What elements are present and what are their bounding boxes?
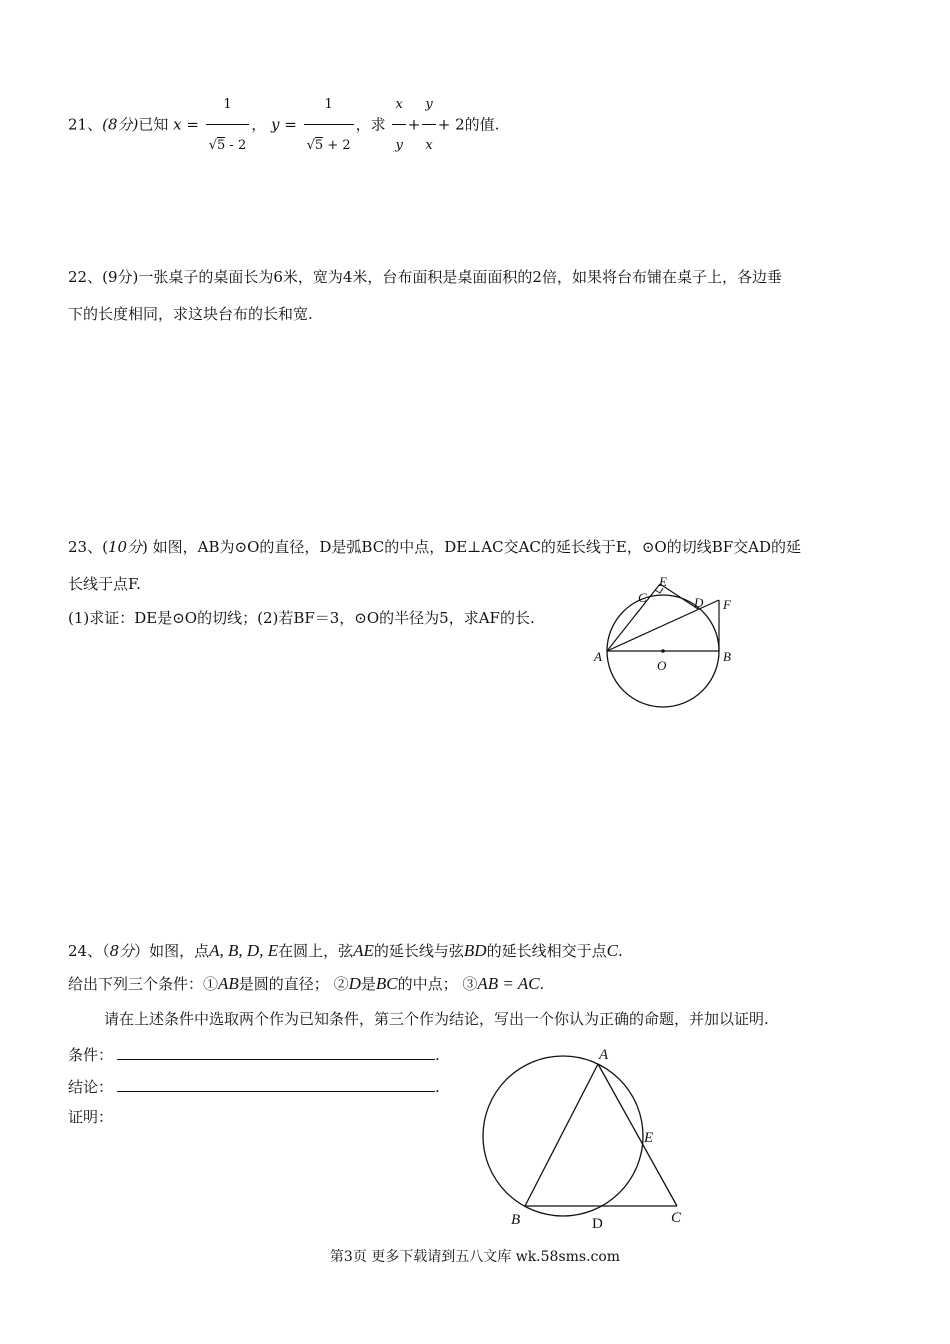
q21-y-numerator: 1 xyxy=(324,97,333,112)
q24-conclusion-label: 结论： xyxy=(68,1078,114,1096)
q21-number: 21、 xyxy=(68,115,103,134)
q24-conclusion-row xyxy=(68,1077,440,1095)
q24-text-a: ）如图，点 xyxy=(134,942,210,960)
q24-number: 24、（ xyxy=(68,942,110,960)
q21-y-fraction xyxy=(304,86,354,165)
q21-f1-den: y xyxy=(392,124,405,165)
q23-label-b: B xyxy=(723,649,731,664)
q24-label-e: E xyxy=(644,1130,654,1146)
q24-figure xyxy=(475,1038,705,1238)
q24-score: 8分 xyxy=(109,942,135,960)
q21-x-fraction xyxy=(206,86,250,165)
q23-figure xyxy=(590,575,760,715)
q24-line-ac xyxy=(598,1064,677,1206)
q23-label-o: O xyxy=(657,658,667,673)
q21-frac-y-over-x xyxy=(422,86,435,165)
q24-condition-blank[interactable] xyxy=(117,1045,435,1060)
q21-lead: 已知 xyxy=(138,115,169,134)
q24-c: C xyxy=(606,941,618,960)
q23-line-ae xyxy=(607,584,660,651)
q24-condition-label: 条件： xyxy=(68,1046,114,1064)
q24-circle xyxy=(483,1056,643,1216)
q21-separator: ， xyxy=(251,115,267,134)
q24-condition-row xyxy=(68,1045,440,1063)
q21-ask: ，求 xyxy=(355,115,386,134)
q24-cond-text-d: 的中点； ③ xyxy=(397,975,478,993)
q24-label-b: B xyxy=(511,1212,521,1228)
q24-label-a: A xyxy=(599,1047,609,1063)
q24-conclusion-dot: . xyxy=(435,1078,440,1096)
q24-text-e: . xyxy=(617,942,623,960)
q24-line-ab xyxy=(525,1064,598,1206)
q24-eq: AB = AC xyxy=(477,974,540,993)
q23-label-d: D xyxy=(694,595,704,610)
q24-text-d: 的延长线相交于点 xyxy=(486,942,607,960)
q24-conclusion-blank[interactable] xyxy=(117,1077,435,1092)
q21-tail: + 2的值. xyxy=(437,115,500,134)
q24-line2 xyxy=(68,975,544,992)
q23-number: 23、( xyxy=(68,538,108,556)
q21-line xyxy=(68,86,499,165)
q21-y-radicand: 5 xyxy=(314,138,324,153)
q23-line2: 长线于点F. xyxy=(68,575,141,593)
q21-x-den-rest: - 2 xyxy=(225,138,247,153)
q24-line1 xyxy=(68,942,623,959)
q24-ae: AE xyxy=(353,941,374,960)
q23-text: ) 如图，AB为⊙O的直径，D是弧BC的中点，DE⊥AC交AC的延长线于E，⊙O的切线BF交AD的延 xyxy=(142,538,802,556)
q24-cond-text-c: 是 xyxy=(360,975,376,993)
q21-f2-num: y xyxy=(425,97,433,112)
q24-label-c: C xyxy=(671,1210,682,1226)
q24-text-b: 在圆上，弦 xyxy=(278,942,354,960)
q23-score: 10分 xyxy=(107,538,143,556)
q23-label-c: C xyxy=(638,590,647,605)
q21-plus: + xyxy=(407,115,421,134)
q21-score: (8分) xyxy=(102,115,139,134)
sqrt-icon: √ xyxy=(208,138,218,153)
q24-points: A, B, D, E xyxy=(209,941,279,960)
q21-x-numerator: 1 xyxy=(223,97,232,112)
q23-line3: (1)求证：DE是⊙O的切线；(2)若BF＝3，⊙O的半径为5，求AF的长. xyxy=(68,609,535,627)
q24-label-d: D xyxy=(592,1216,603,1232)
q21-y-denominator xyxy=(304,124,354,165)
q21-f1-num: x xyxy=(395,97,403,112)
q23-label-f: F xyxy=(723,597,731,612)
q24-cond-text-e: . xyxy=(539,975,545,993)
q24-text-c: 的延长线与弦 xyxy=(373,942,464,960)
q24-ab: AB xyxy=(218,974,239,993)
q23-line1 xyxy=(68,540,801,555)
q24-bd: BD xyxy=(463,941,487,960)
q23-center-dot xyxy=(661,649,665,653)
q21-x-denominator xyxy=(206,124,250,165)
page-footer: 第3页 更多下载请到五八文库 wk.58sms.com xyxy=(329,1249,621,1265)
q22-line1: 22、(9分)一张桌子的桌面长为6米，宽为4米，台布面积是桌面面积的2倍，如果将台布铺在桌子上，各边垂 xyxy=(68,268,782,286)
q22-line2: 下的长度相同，求这块台布的长和宽. xyxy=(68,305,313,323)
q21-frac-x-over-y xyxy=(392,86,405,165)
q24-cond-text-b: 是圆的直径； ② xyxy=(238,975,349,993)
q23-label-e: E xyxy=(659,575,667,589)
q24-condition-dot: . xyxy=(435,1046,440,1064)
q21-f2-den: x xyxy=(422,124,435,165)
q21-y-den-rest: + 2 xyxy=(323,138,351,153)
q23-label-a: A xyxy=(594,649,602,664)
q21-x-radicand: 5 xyxy=(217,138,226,153)
q24-bc: BC xyxy=(375,974,398,993)
q24-proof-label: 证明： xyxy=(68,1108,114,1126)
q21-x-lhs: x = xyxy=(173,115,199,134)
sqrt-icon: √ xyxy=(306,138,315,153)
q24-d: D xyxy=(348,974,361,993)
q24-line3: 请在上述条件中选取两个作为已知条件，第三个作为结论，写出一个你认为正确的命题，并加以证明. xyxy=(104,1010,769,1028)
q24-cond-text-a: 给出下列三个条件：① xyxy=(68,975,219,993)
q21-y-lhs: y = xyxy=(271,115,297,134)
